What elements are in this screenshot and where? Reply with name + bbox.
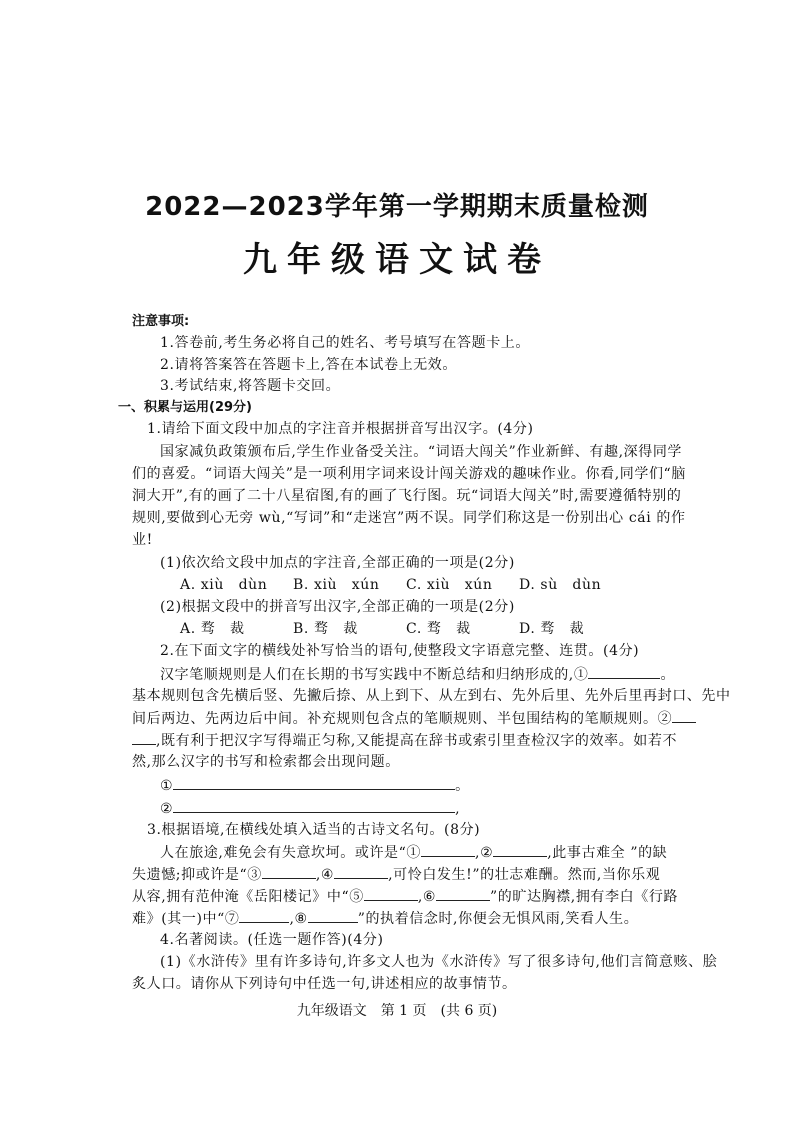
- passage-line: 洞大开”,有的画了二十八星宿图,有的画了飞行图。玩“词语大闯关”时,需要遵循特别的: [132, 488, 682, 504]
- exam-subtitle: 九年级语文试卷: [243, 240, 551, 280]
- page-footer: 九年级语文 第 1 页 (共 6 页): [296, 1003, 498, 1019]
- passage-line: 炙人口。请你从下列诗句中任选一句,讲述相应的故事情节。: [132, 976, 517, 992]
- passage-text: ,④: [315, 867, 335, 883]
- answer-line: [160, 775, 470, 796]
- passage-text: ”的执着信念时,你便会无惧风雨,笑看人生。: [357, 911, 639, 927]
- answer-line: [160, 798, 460, 819]
- passage-line: 汉字笔顺规则是人们在长期的书写实践中不断总结和归纳形成的,① 。: [160, 664, 675, 685]
- question-stem: 3.根据语境,在横线处填入适当的古诗文名句。(8分): [147, 822, 481, 838]
- passage-line: 基本规则包含先横后竖、先撇后捺、从上到下、从左到右、先外后里、先外后里再封口、先中: [132, 688, 731, 704]
- passage-text: ”的旷达胸襟,拥有李白《行路: [490, 889, 679, 905]
- option-c[interactable]: C. xiù xún: [406, 577, 493, 593]
- passage-line: 国家减负政策颁布后,学生作业备受关注。“词语大闯关”作业新鲜、有趣,深得同学: [160, 444, 683, 460]
- options-row: [180, 619, 632, 639]
- passage-text: 人在旅途,难免会有失意坎坷。或许是“①: [160, 845, 422, 861]
- answer-blank[interactable]: [436, 886, 490, 901]
- answer-blank[interactable]: [334, 864, 388, 879]
- passage-line: [132, 730, 677, 751]
- answer-blank[interactable]: [672, 708, 696, 723]
- answer-label: ①: [160, 778, 174, 794]
- passage-text: 从容,拥有范仲淹《岳阳楼记》中“⑤: [132, 889, 364, 905]
- passage-text: ,既有利于把汉字写得端正匀称,又能提高在辞书或索引里查检汉字的效率。如若不: [156, 733, 678, 749]
- answer-blank[interactable]: [308, 908, 358, 923]
- passage-line: [132, 908, 638, 929]
- exam-title: 2022—2023学年第一学期期末质量检测: [145, 192, 649, 222]
- passage-text: ,②: [475, 845, 494, 861]
- passage-text: ,可怜白发生!”的壮志难酬。然而,当你乐观: [388, 867, 661, 883]
- passage-text: 失遗憾;抑或许是“③: [132, 867, 262, 883]
- options-row: [180, 575, 632, 595]
- notice-heading: 注意事项:: [132, 314, 190, 329]
- answer-blank[interactable]: [421, 842, 475, 857]
- option-d[interactable]: D. sù dùn: [519, 577, 602, 593]
- question-stem: 2.在下面文字的横线处补写恰当的语句,使整段文字语意完整、连贯。(4分): [160, 643, 640, 659]
- answer-label: ②: [160, 801, 174, 817]
- passage-text: 间后两边、先两边后中间。补充规则包含点的笔顺规则、半包围结构的笔顺规则。②: [132, 711, 673, 727]
- answer-blank[interactable]: [364, 886, 418, 901]
- answer-blank[interactable]: [588, 664, 660, 679]
- passage-line: [160, 842, 667, 863]
- passage-text: 难》(其一)中“⑦: [132, 911, 240, 927]
- passage-text: ,⑧: [289, 911, 308, 927]
- question-stem: 4.名著阅读。(任选一题作答)(4分): [160, 932, 384, 948]
- punctuation: 。: [455, 778, 470, 794]
- option-b[interactable]: B. 骛 裁: [293, 621, 358, 637]
- answer-blank[interactable]: [173, 798, 455, 813]
- passage-line: 然,那么汉字的书写和检索都会出现问题。: [132, 754, 400, 770]
- passage-line: [132, 886, 678, 907]
- question-stem: 1.请给下面文段中加点的字注音并根据拼音写出汉字。(4分): [147, 421, 534, 437]
- answer-blank[interactable]: [173, 775, 455, 790]
- notice-item: 3.考试结束,将答题卡交回。: [160, 378, 341, 394]
- passage-text: 汉字笔顺规则是人们在长期的书写实践中不断总结和归纳形成的,①: [160, 667, 589, 683]
- passage-line: [132, 864, 660, 885]
- notice-item: 2.请将答案答在答题卡上,答在本试卷上无效。: [160, 357, 458, 373]
- subquestion-stem: (2)根据文段中的拼音写出汉字,全部正确的一项是(2分): [160, 599, 515, 615]
- passage-line: 们的喜爱。“词语大闯关”是一项利用字词来设计闯关游戏的趣味作业。你看,同学们“脑: [132, 466, 686, 482]
- option-a[interactable]: A. 骛 裁: [180, 621, 245, 637]
- passage-line: (1)《水浒传》里有许多诗句,许多文人也为《水浒传》写了很多诗句,他们言简意赅、脍: [160, 954, 718, 970]
- option-a[interactable]: A. xiù dùn: [180, 577, 268, 593]
- passage-text: ,此事古难全 ”的缺: [547, 845, 668, 861]
- answer-blank[interactable]: [239, 908, 289, 923]
- passage-line: [132, 708, 696, 729]
- notice-item: 1.答卷前,考生务必将自己的姓名、考号填写在答题卡上。: [160, 335, 531, 351]
- section-heading: 一、积累与运用(29分): [118, 400, 252, 415]
- passage-text: ,⑥: [417, 889, 437, 905]
- option-d[interactable]: D. 骛 裁: [519, 621, 585, 637]
- subquestion-stem: (1)依次给文段中加点的字注音,全部正确的一项是(2分): [160, 555, 515, 571]
- answer-blank[interactable]: [493, 842, 547, 857]
- passage-line: 业!: [132, 532, 153, 548]
- passage-line: 规则,要做到心无旁 wù,“写词”和“走迷宫”两不误。同学们称这是一份别出心 cái 的作: [132, 510, 686, 526]
- option-c[interactable]: C. 骛 裁: [406, 621, 471, 637]
- answer-blank[interactable]: [262, 864, 316, 879]
- punctuation: ,: [455, 801, 461, 817]
- answer-blank[interactable]: [132, 730, 156, 745]
- option-b[interactable]: B. xiù xún: [293, 577, 380, 593]
